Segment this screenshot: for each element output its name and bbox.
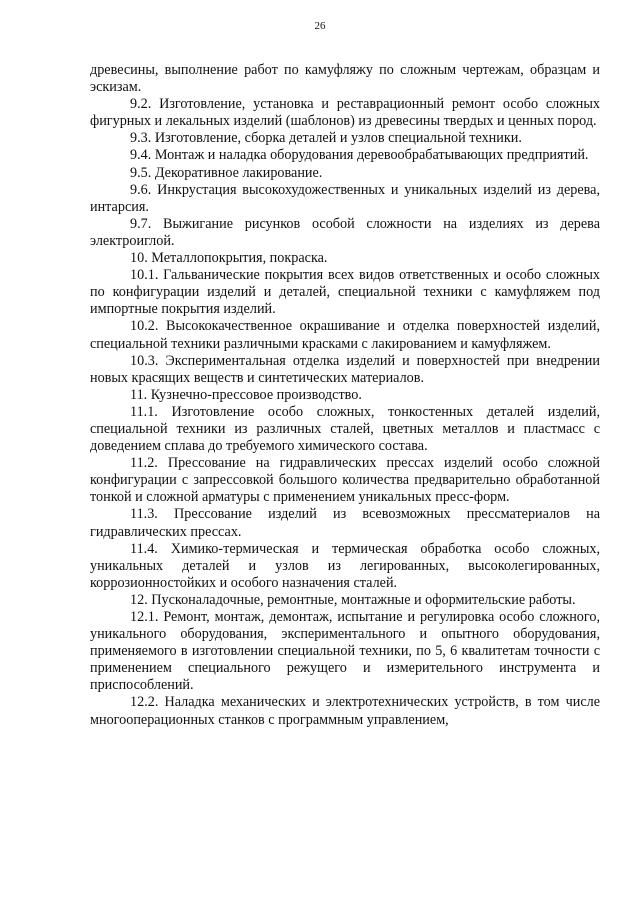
- paragraph: 9.3. Изготовление, сборка деталей и узлов специальной техники.: [130, 130, 522, 147]
- document-body: [90, 62, 600, 729]
- paragraph: 11.3. Прессование изделий из всевозможных прессматериалов на гидравлических прессах.: [90, 506, 600, 540]
- paragraph: 9.6. Инкрустация высокохудожественных и уникальных изделий из дерева, интарсия.: [90, 181, 600, 215]
- paragraph: 9.7. Выжигание рисунков особой сложности на изделиях из дерева электроиглой.: [90, 215, 600, 249]
- section-heading: 10. Металлопокрытия, покраска.: [130, 250, 328, 267]
- paragraph: 10.3. Экспериментальная отделка изделий и поверхностей при внедрении новых красящих веществ и синтетических материалов.: [90, 352, 600, 386]
- paragraph: 9.2. Изготовление, установка и реставрационный ремонт особо сложных фигурных и лекальных изделий (шаблонов) из древесины твердых и ценных пород.: [90, 96, 600, 130]
- paragraph: 11.4. Химико-термическая и термическая обработка особо сложных, уникальных деталей и узлов из легированных, высоколегированных, коррозионностойких и особого назначения сталей.: [90, 540, 600, 591]
- section-heading: 11. Кузнечно-прессовое производство.: [130, 386, 362, 403]
- paragraph: 12.2. Наладка механических и электротехнических устройств, в том числе многооперационных станков с программным управлением,: [90, 694, 600, 728]
- paragraph: 11.1. Изготовление особо сложных, тонкостенных деталей изделий, специальной техники из различных сталей, цветных металлов и пластмасс с доведением сплава до требуемого химического состава.: [90, 403, 600, 455]
- paragraph: 10.2. Высококачественное окрашивание и отделка поверхностей изделий, специальной техники различными красками с лакированием и камуфляжем.: [90, 318, 600, 352]
- paragraph: 11.2. Прессование на гидравлических прессах изделий особо сложной конфигурации с запрессовкой большого количества предварительно обработанной тонкой и сложной арматуры с применением уникальных пресс-форм.: [90, 455, 600, 506]
- page-number: 26: [314, 20, 326, 32]
- section-heading: 12. Пусконаладочные, ремонтные, монтажные и оформительские работы.: [130, 591, 576, 608]
- paragraph: 10.1. Гальванические покрытия всех видов ответственных и особо сложных по конфигурации изделий и деталей, специальной техники с камуфляжем под импортные покрытия изделий.: [90, 267, 600, 318]
- paragraph: 9.5. Декоративное лакирование.: [130, 164, 323, 181]
- paragraph: 9.4. Монтаж и наладка оборудования деревообрабатывающих предприятий.: [130, 147, 589, 164]
- paragraph: древесины, выполнение работ по камуфляжу по сложным чертежам, образцам и эскизам.: [90, 62, 600, 96]
- paragraph: 12.1. Ремонт, монтаж, демонтаж, испытание и регулировка особо сложного, уникального оборудования, экспериментального и опытного оборудования, применяемого в изготовлении специальной техники, по 5, 6 квалитетам точности с применением специального режущего и измерительного инструмента и приспособлений.: [90, 609, 600, 694]
